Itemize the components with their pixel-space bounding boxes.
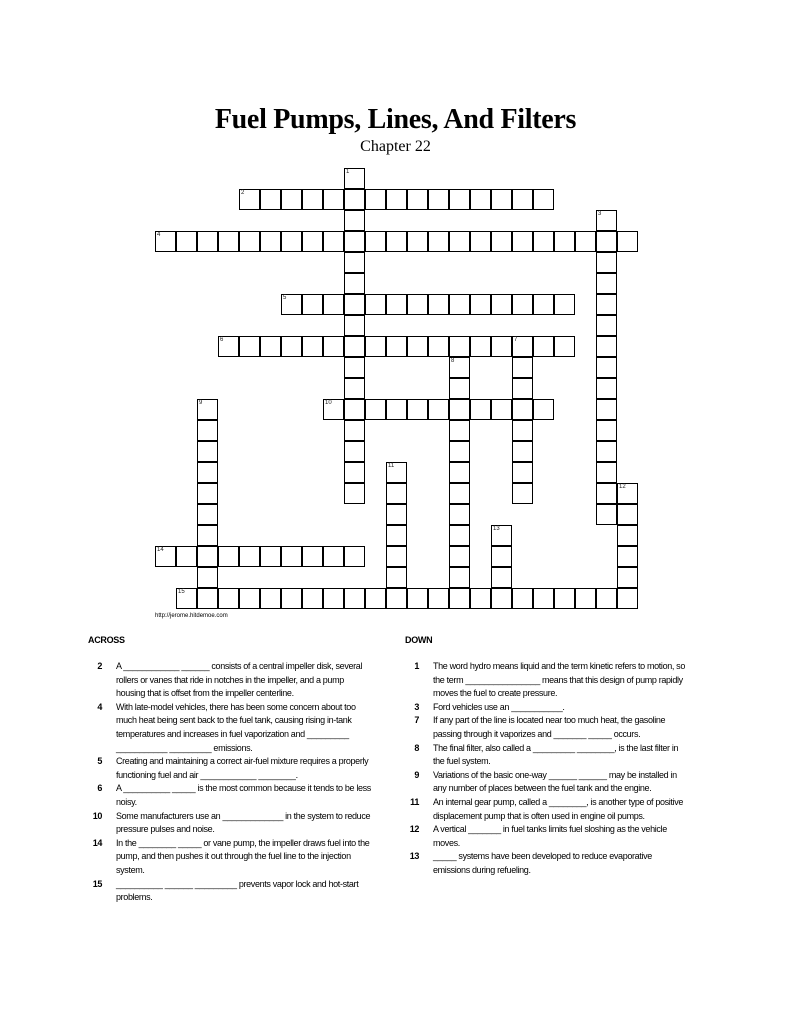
crossword-cell[interactable] bbox=[407, 189, 428, 210]
crossword-cell[interactable] bbox=[386, 567, 407, 588]
clue-number: 15 bbox=[178, 589, 185, 595]
crossword-cell[interactable] bbox=[596, 357, 617, 378]
crossword-cell[interactable] bbox=[260, 336, 281, 357]
across-clue bbox=[88, 755, 373, 782]
crossword-cell[interactable] bbox=[512, 441, 533, 462]
crossword-cell[interactable] bbox=[491, 336, 512, 357]
crossword-cell[interactable] bbox=[176, 588, 197, 609]
clue-text: A vertical _______ in fuel tanks limits fuel sloshing as the vehicle moves. bbox=[433, 824, 667, 848]
crossword-cell[interactable] bbox=[323, 294, 344, 315]
crossword-cell[interactable] bbox=[323, 546, 344, 567]
crossword-cell[interactable] bbox=[596, 336, 617, 357]
crossword-cell[interactable] bbox=[617, 525, 638, 546]
crossword-cell[interactable] bbox=[449, 441, 470, 462]
crossword-cell[interactable] bbox=[302, 231, 323, 252]
source-url: http://jerome.hitdemoe.com bbox=[155, 613, 228, 619]
crossword-cell[interactable] bbox=[449, 336, 470, 357]
crossword-cell[interactable] bbox=[449, 231, 470, 252]
crossword-cell[interactable] bbox=[449, 567, 470, 588]
crossword-cell[interactable] bbox=[449, 588, 470, 609]
clue-number: 13 bbox=[409, 851, 419, 862]
crossword-cell[interactable] bbox=[344, 336, 365, 357]
crossword-cell[interactable] bbox=[428, 231, 449, 252]
clue-number: 3 bbox=[414, 701, 419, 712]
across-clues bbox=[88, 660, 373, 905]
crossword-cell[interactable] bbox=[449, 483, 470, 504]
clue-number: 2 bbox=[97, 661, 102, 671]
clue-number: 10 bbox=[92, 810, 102, 821]
crossword-cell[interactable] bbox=[386, 588, 407, 609]
crossword-cell[interactable] bbox=[596, 294, 617, 315]
clue-text: An internal gear pump, called a ________, is another type of positive displacement pump that is often used in engine oil pumps. bbox=[433, 796, 684, 821]
clue-text: __________ ______ _________ prevents vapor lock and hot-start problems. bbox=[116, 878, 359, 903]
clue-text: Ford vehicles use an ___________. bbox=[433, 701, 565, 712]
crossword-cell[interactable] bbox=[512, 483, 533, 504]
crossword-cell[interactable] bbox=[323, 189, 344, 210]
clue-text: The word hydro means liquid and the term kinetic refers to motion, so the term ________________ means that this design of pump rapidly moves the fuel to create pressure. bbox=[433, 661, 685, 699]
crossword-cell[interactable] bbox=[176, 546, 197, 567]
crossword-cell[interactable] bbox=[239, 336, 260, 357]
crossword-cell[interactable] bbox=[554, 231, 575, 252]
crossword-cell[interactable] bbox=[281, 546, 302, 567]
crossword-cell[interactable] bbox=[386, 525, 407, 546]
clue-number: 12 bbox=[409, 824, 419, 835]
crossword-cell[interactable] bbox=[344, 546, 365, 567]
crossword-cell[interactable] bbox=[533, 336, 554, 357]
clue-number: 14 bbox=[157, 547, 164, 553]
crossword-cell[interactable] bbox=[344, 210, 365, 231]
crossword-cell[interactable] bbox=[449, 189, 470, 210]
across-heading: ACROSS bbox=[88, 635, 125, 645]
crossword-cell[interactable] bbox=[260, 231, 281, 252]
crossword-cell[interactable] bbox=[512, 588, 533, 609]
crossword-cell[interactable] bbox=[386, 231, 407, 252]
crossword-cell[interactable] bbox=[449, 420, 470, 441]
crossword-cell[interactable] bbox=[596, 378, 617, 399]
crossword-cell[interactable] bbox=[344, 483, 365, 504]
crossword-cell[interactable] bbox=[281, 336, 302, 357]
crossword-cell[interactable] bbox=[344, 588, 365, 609]
crossword-cell[interactable] bbox=[323, 231, 344, 252]
clue-number: 5 bbox=[97, 756, 102, 767]
clue-number: 8 bbox=[451, 358, 455, 364]
clue-number: 1 bbox=[414, 661, 419, 671]
crossword-cell[interactable] bbox=[344, 168, 365, 189]
crossword-cell[interactable] bbox=[407, 336, 428, 357]
crossword-cell[interactable] bbox=[386, 336, 407, 357]
crossword-cell[interactable] bbox=[197, 546, 218, 567]
crossword-cell[interactable] bbox=[596, 315, 617, 336]
clue-number: 9 bbox=[199, 400, 203, 406]
across-clue bbox=[88, 878, 373, 905]
crossword-cell[interactable] bbox=[596, 252, 617, 273]
crossword-cell[interactable] bbox=[596, 441, 617, 462]
crossword-cell[interactable] bbox=[344, 420, 365, 441]
across-clue bbox=[88, 810, 373, 837]
crossword-cell[interactable] bbox=[218, 546, 239, 567]
page-subtitle: Chapter 22 bbox=[360, 138, 431, 155]
crossword-cell[interactable] bbox=[512, 189, 533, 210]
crossword-cell[interactable] bbox=[449, 378, 470, 399]
crossword-cell[interactable] bbox=[344, 462, 365, 483]
clue-text: A __________ _____ is the most common because it tends to be less noisy. bbox=[116, 783, 371, 807]
crossword-cell[interactable] bbox=[239, 231, 260, 252]
down-clue bbox=[405, 714, 690, 741]
crossword-cell[interactable] bbox=[470, 336, 491, 357]
down-clue bbox=[405, 823, 690, 850]
crossword-cell[interactable] bbox=[365, 399, 386, 420]
crossword-cell[interactable] bbox=[596, 231, 617, 252]
crossword-cell[interactable] bbox=[344, 273, 365, 294]
crossword-cell[interactable] bbox=[407, 231, 428, 252]
crossword-cell[interactable] bbox=[491, 294, 512, 315]
clue-text: A ____________ ______ consists of a central impeller disk, several rollers or vanes that ride in notches in the impeller, and a pump housing that is offset from the impeller centerline. bbox=[116, 661, 363, 699]
clue-number: 12 bbox=[619, 484, 626, 490]
crossword-cell[interactable] bbox=[344, 441, 365, 462]
crossword-cell[interactable] bbox=[449, 504, 470, 525]
crossword-cell[interactable] bbox=[239, 189, 260, 210]
crossword-cell[interactable] bbox=[449, 462, 470, 483]
crossword-cell[interactable] bbox=[386, 189, 407, 210]
crossword-cell[interactable] bbox=[365, 231, 386, 252]
crossword-cell[interactable] bbox=[596, 420, 617, 441]
crossword-cell[interactable] bbox=[365, 189, 386, 210]
clue-text: _____ systems have been developed to reduce evaporative emissions during refueling. bbox=[433, 851, 652, 875]
crossword-cell[interactable] bbox=[554, 588, 575, 609]
crossword-cell[interactable] bbox=[470, 399, 491, 420]
crossword-cell[interactable] bbox=[596, 210, 617, 231]
across-clue bbox=[88, 837, 373, 878]
crossword-cell[interactable] bbox=[533, 231, 554, 252]
crossword-cell[interactable] bbox=[428, 399, 449, 420]
crossword-cell[interactable] bbox=[449, 357, 470, 378]
crossword-cell[interactable] bbox=[596, 483, 617, 504]
crossword-cell[interactable] bbox=[386, 546, 407, 567]
crossword-cell[interactable] bbox=[281, 294, 302, 315]
crossword-cell[interactable] bbox=[197, 567, 218, 588]
clue-number: 7 bbox=[514, 337, 518, 343]
crossword-cell[interactable] bbox=[470, 189, 491, 210]
crossword-cell[interactable] bbox=[428, 189, 449, 210]
crossword-cell[interactable] bbox=[197, 462, 218, 483]
crossword-cell[interactable] bbox=[365, 336, 386, 357]
clue-number: 10 bbox=[325, 400, 332, 406]
crossword-cell[interactable] bbox=[533, 588, 554, 609]
crossword-cell[interactable] bbox=[617, 231, 638, 252]
crossword-cell[interactable] bbox=[218, 588, 239, 609]
crossword-cell[interactable] bbox=[365, 588, 386, 609]
crossword-cell[interactable] bbox=[344, 231, 365, 252]
crossword-cell[interactable] bbox=[197, 525, 218, 546]
crossword-cell[interactable] bbox=[407, 588, 428, 609]
crossword-cell[interactable] bbox=[596, 588, 617, 609]
crossword-cell[interactable] bbox=[428, 588, 449, 609]
crossword-cell[interactable] bbox=[491, 399, 512, 420]
crossword-cell[interactable] bbox=[428, 336, 449, 357]
crossword-cell[interactable] bbox=[281, 588, 302, 609]
crossword-cell[interactable] bbox=[512, 420, 533, 441]
crossword-cell[interactable] bbox=[323, 399, 344, 420]
crossword-cell[interactable] bbox=[491, 546, 512, 567]
clue-number: 4 bbox=[157, 232, 161, 238]
clue-number: 6 bbox=[97, 783, 102, 794]
crossword-cell[interactable] bbox=[512, 231, 533, 252]
crossword-cell[interactable] bbox=[176, 231, 197, 252]
crossword-cell[interactable] bbox=[512, 399, 533, 420]
down-clue bbox=[405, 850, 690, 877]
crossword-cell[interactable] bbox=[449, 294, 470, 315]
crossword-cell[interactable] bbox=[533, 189, 554, 210]
crossword-cell[interactable] bbox=[218, 336, 239, 357]
clue-number: 9 bbox=[414, 769, 419, 780]
clue-text: In the ________ _____ or vane pump, the impeller draws fuel into the pump, and then pushes it out through the fuel line to the injection system. bbox=[116, 837, 370, 875]
page-title: Fuel Pumps, Lines, And Filters bbox=[214, 104, 577, 135]
crossword-cell[interactable] bbox=[197, 399, 218, 420]
crossword-cell[interactable] bbox=[512, 294, 533, 315]
down-clues bbox=[405, 660, 690, 878]
clue-number: 15 bbox=[92, 878, 102, 889]
crossword-cell[interactable] bbox=[386, 483, 407, 504]
crossword-cell[interactable] bbox=[596, 462, 617, 483]
across-clue bbox=[88, 701, 373, 755]
clue-number: 3 bbox=[598, 211, 602, 217]
down-clue bbox=[405, 769, 690, 796]
crossword-cell[interactable] bbox=[344, 294, 365, 315]
crossword-cell[interactable] bbox=[491, 567, 512, 588]
crossword-cell[interactable] bbox=[554, 294, 575, 315]
crossword-cell[interactable] bbox=[197, 504, 218, 525]
crossword-cell[interactable] bbox=[512, 357, 533, 378]
crossword-cell[interactable] bbox=[260, 546, 281, 567]
crossword-cell[interactable] bbox=[344, 189, 365, 210]
crossword-cell[interactable] bbox=[491, 189, 512, 210]
crossword-cell[interactable] bbox=[449, 525, 470, 546]
crossword-cell[interactable] bbox=[512, 462, 533, 483]
clue-number: 1 bbox=[346, 169, 350, 175]
crossword-cell[interactable] bbox=[197, 441, 218, 462]
crossword-cell[interactable] bbox=[155, 231, 176, 252]
crossword-cell[interactable] bbox=[596, 399, 617, 420]
crossword-cell[interactable] bbox=[386, 399, 407, 420]
crossword-cell[interactable] bbox=[386, 462, 407, 483]
down-clue bbox=[405, 742, 690, 769]
crossword-cell[interactable] bbox=[554, 336, 575, 357]
crossword-cell[interactable] bbox=[323, 336, 344, 357]
down-clue bbox=[405, 796, 690, 823]
crossword-cell[interactable] bbox=[344, 378, 365, 399]
crossword-cell[interactable] bbox=[260, 189, 281, 210]
crossword-cell[interactable] bbox=[596, 504, 617, 525]
crossword-cell[interactable] bbox=[302, 189, 323, 210]
crossword-cell[interactable] bbox=[197, 420, 218, 441]
crossword-cell[interactable] bbox=[197, 588, 218, 609]
crossword-cell[interactable] bbox=[575, 231, 596, 252]
crossword-cell[interactable] bbox=[491, 231, 512, 252]
clue-text: If any part of the line is located near too much heat, the gasoline passing through it vaporizes and _______ _____ occurs. bbox=[433, 715, 666, 739]
crossword-cell[interactable] bbox=[617, 567, 638, 588]
crossword-cell[interactable] bbox=[323, 588, 344, 609]
across-clue bbox=[88, 660, 373, 701]
crossword-cell[interactable] bbox=[197, 483, 218, 504]
crossword-cell[interactable] bbox=[302, 294, 323, 315]
crossword-cell[interactable] bbox=[302, 546, 323, 567]
crossword-cell[interactable] bbox=[365, 294, 386, 315]
crossword-cell[interactable] bbox=[302, 336, 323, 357]
clue-number: 14 bbox=[92, 837, 102, 848]
crossword-cell[interactable] bbox=[470, 231, 491, 252]
crossword-cell[interactable] bbox=[260, 588, 281, 609]
clue-number: 6 bbox=[220, 337, 224, 343]
down-clue bbox=[405, 660, 690, 701]
crossword-cell[interactable] bbox=[617, 483, 638, 504]
across-clue bbox=[88, 782, 373, 809]
crossword-cell[interactable] bbox=[533, 294, 554, 315]
clue-text: Variations of the basic one-way ______ ______ may be installed in any number of places between the fuel tank and the engine. bbox=[433, 769, 677, 794]
clue-number: 8 bbox=[414, 742, 419, 753]
clue-text: Creating and maintaining a correct air-fuel mixture requires a properly functioning fuel and air ____________ ________. bbox=[116, 756, 369, 780]
clue-number: 4 bbox=[97, 701, 102, 712]
clue-text: The final filter, also called a _________ ________, is the last filter in the fuel system. bbox=[433, 742, 679, 767]
crossword-cell[interactable] bbox=[239, 588, 260, 609]
clue-number: 2 bbox=[241, 190, 245, 196]
crossword-cell[interactable] bbox=[449, 399, 470, 420]
crossword-cell[interactable] bbox=[512, 336, 533, 357]
crossword-cell[interactable] bbox=[239, 546, 260, 567]
crossword-cell[interactable] bbox=[428, 294, 449, 315]
crossword-cell[interactable] bbox=[155, 546, 176, 567]
crossword-cell[interactable] bbox=[470, 294, 491, 315]
crossword-cell[interactable] bbox=[344, 357, 365, 378]
crossword-cell[interactable] bbox=[617, 546, 638, 567]
crossword-cell[interactable] bbox=[470, 588, 491, 609]
crossword-cell[interactable] bbox=[386, 504, 407, 525]
crossword-cell[interactable] bbox=[344, 252, 365, 273]
crossword-cell[interactable] bbox=[407, 399, 428, 420]
crossword-cell[interactable] bbox=[386, 294, 407, 315]
crossword-cell[interactable] bbox=[344, 399, 365, 420]
crossword-cell[interactable] bbox=[449, 546, 470, 567]
clue-number: 11 bbox=[388, 463, 395, 469]
crossword-cell[interactable] bbox=[302, 588, 323, 609]
down-heading: DOWN bbox=[405, 635, 433, 645]
down-clue bbox=[405, 701, 690, 715]
clue-number: 13 bbox=[493, 526, 500, 532]
crossword-cell[interactable] bbox=[596, 273, 617, 294]
clue-text: With late-model vehicles, there has been some concern about too much heat being sent back to the fuel tank, causing rising in-tank temperatures and increases in fuel vaporization and _________ ___________ _________ emissions. bbox=[116, 701, 356, 753]
crossword-cell[interactable] bbox=[281, 189, 302, 210]
crossword-cell[interactable] bbox=[575, 588, 596, 609]
crossword-cell[interactable] bbox=[533, 399, 554, 420]
crossword-cell[interactable] bbox=[491, 525, 512, 546]
crossword-cell[interactable] bbox=[407, 294, 428, 315]
crossword-cell[interactable] bbox=[281, 231, 302, 252]
crossword-cell[interactable] bbox=[491, 588, 512, 609]
crossword-cell[interactable] bbox=[512, 378, 533, 399]
clue-text: Some manufacturers use an _____________ in the system to reduce pressure pulses and noise. bbox=[116, 810, 371, 835]
crossword-cell[interactable] bbox=[617, 588, 638, 609]
crossword-cell[interactable] bbox=[218, 231, 239, 252]
crossword-cell[interactable] bbox=[344, 315, 365, 336]
clue-number: 5 bbox=[283, 295, 287, 301]
clue-number: 7 bbox=[414, 715, 419, 726]
clue-number: 11 bbox=[410, 796, 419, 807]
crossword-cell[interactable] bbox=[197, 231, 218, 252]
crossword-cell[interactable] bbox=[617, 504, 638, 525]
